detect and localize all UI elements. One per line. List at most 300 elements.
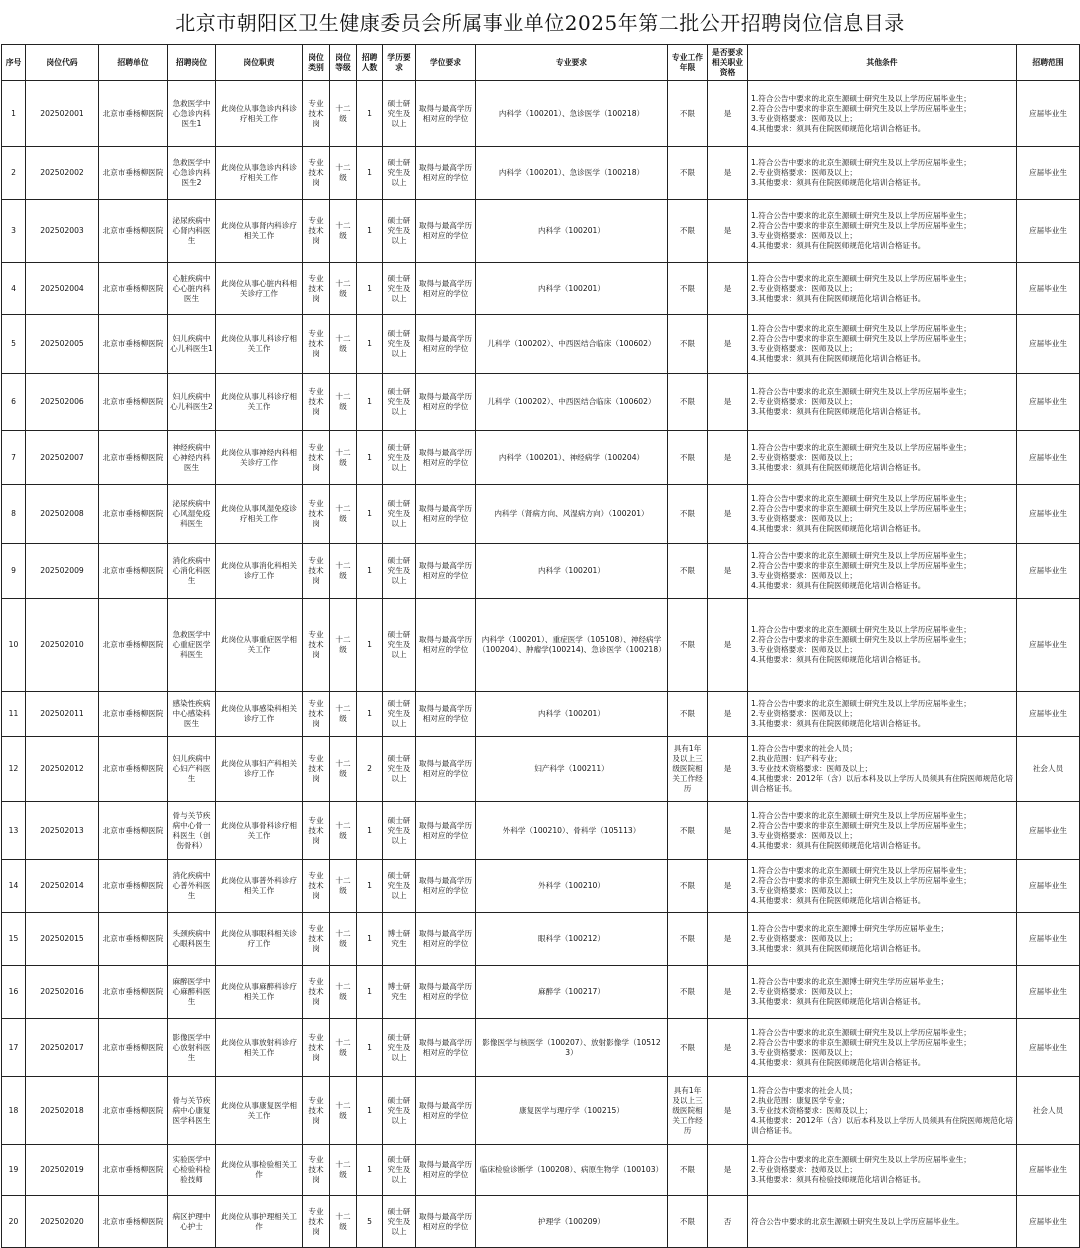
other-conditions: 1.符合公告中要求的北京生源硕士研究生及以上学历应届毕业生； 2.符合公告中要求的非京生源硕士研究生及以上学历应届毕业生； 3.专业资格要求：医师及以上； 4.其他要求：须具有住院医师规范化培训合格证书。 (748, 315, 1017, 374)
recruitment-scope: 应届毕业生 (1017, 431, 1080, 485)
table-row (2, 485, 1080, 544)
degree-requirement: 取得与最高学历相对应的学位 (416, 966, 476, 1019)
major-requirement: 内科学（100201）、神经病学（100204） (476, 431, 668, 485)
table-row (2, 147, 1080, 200)
header-cell: 学历要求 (383, 45, 416, 81)
major-requirement: 影像医学与核医学（100207）、放射影像学（105123） (476, 1019, 668, 1077)
hiring-unit: 北京市垂杨柳医院 (99, 374, 168, 431)
job-duty: 此岗位从事心脏内科相关诊疗工作 (216, 263, 303, 315)
education-requirement: 硕士研究生及以上 (383, 1145, 416, 1196)
recruitment-scope: 应届毕业生 (1017, 81, 1080, 147)
major-requirement: 内科学（肾病方向、风湿病方向）（100201） (476, 485, 668, 544)
position-code: 202502004 (26, 263, 99, 315)
recruitment-scope: 应届毕业生 (1017, 860, 1080, 913)
job-level: 十二级 (330, 431, 357, 485)
job-category: 专业技术岗 (303, 263, 330, 315)
major-requirement: 内科学（100201） (476, 692, 668, 737)
work-years: 不限 (668, 431, 708, 485)
job-duty: 此岗位从事感染科相关诊疗工作 (216, 692, 303, 737)
job-level: 十二级 (330, 147, 357, 200)
recruitment-scope: 应届毕业生 (1017, 913, 1080, 966)
row-number: 4 (2, 263, 26, 315)
work-years: 不限 (668, 544, 708, 599)
position-code: 202502005 (26, 315, 99, 374)
job-level: 十二级 (330, 81, 357, 147)
certificate-required: 是 (708, 147, 748, 200)
hiring-unit: 北京市垂杨柳医院 (99, 966, 168, 1019)
certificate-required: 是 (708, 431, 748, 485)
job-level: 十二级 (330, 263, 357, 315)
recruitment-scope: 社会人员 (1017, 1077, 1080, 1145)
certificate-required: 是 (708, 737, 748, 802)
work-years: 不限 (668, 913, 708, 966)
education-requirement: 硕士研究生及以上 (383, 860, 416, 913)
position-name: 实验医学中心检验科检验技师 (168, 1145, 216, 1196)
hiring-unit: 北京市垂杨柳医院 (99, 431, 168, 485)
recruitment-scope: 应届毕业生 (1017, 966, 1080, 1019)
job-duty: 此岗位从事康复医学相关工作 (216, 1077, 303, 1145)
job-category: 专业技术岗 (303, 913, 330, 966)
row-number: 13 (2, 802, 26, 860)
recruitment-scope: 应届毕业生 (1017, 544, 1080, 599)
other-conditions: 1.符合公告中要求的社会人员； 2.执业范围：康复医学专业； 3.专业技术资格要求：医师及以上； 4.其他要求：2012年（含）以后本科及以上学历人员须具有住院医师规范化培训合格证书。 (748, 1077, 1017, 1145)
major-requirement: 内科学（100201）、急诊医学（100218） (476, 81, 668, 147)
job-level: 十二级 (330, 200, 357, 263)
hire-count: 1 (357, 1145, 383, 1196)
position-code: 202502012 (26, 737, 99, 802)
work-years: 具有1年及以上三级医院相关工作经历 (668, 737, 708, 802)
position-code: 202502003 (26, 200, 99, 263)
hire-count: 1 (357, 200, 383, 263)
certificate-required: 是 (708, 966, 748, 1019)
job-duty: 此岗位从事肾内科诊疗相关工作 (216, 200, 303, 263)
degree-requirement: 取得与最高学历相对应的学位 (416, 737, 476, 802)
hiring-unit: 北京市垂杨柳医院 (99, 81, 168, 147)
table-row (2, 913, 1080, 966)
header-cell: 学位要求 (416, 45, 476, 81)
job-category: 专业技术岗 (303, 431, 330, 485)
header-cell: 是否要求相关职业资格 (708, 45, 748, 81)
header-cell: 岗位职责 (216, 45, 303, 81)
degree-requirement: 取得与最高学历相对应的学位 (416, 1145, 476, 1196)
header-cell: 招聘岗位 (168, 45, 216, 81)
job-duty: 此岗位从事普外科诊疗相关工作 (216, 860, 303, 913)
job-duty: 此岗位从事风湿免疫诊疗相关工作 (216, 485, 303, 544)
header-cell: 专业工作年限 (668, 45, 708, 81)
job-level: 十二级 (330, 1019, 357, 1077)
row-number: 7 (2, 431, 26, 485)
education-requirement: 硕士研究生及以上 (383, 544, 416, 599)
position-code: 202502002 (26, 147, 99, 200)
job-category: 专业技术岗 (303, 485, 330, 544)
header-cell: 岗位类别 (303, 45, 330, 81)
job-category: 专业技术岗 (303, 737, 330, 802)
work-years: 不限 (668, 1019, 708, 1077)
major-requirement: 妇产科学（100211） (476, 737, 668, 802)
table-row (2, 802, 1080, 860)
work-years: 不限 (668, 860, 708, 913)
job-level: 十二级 (330, 315, 357, 374)
position-code: 202502001 (26, 81, 99, 147)
position-name: 急救医学中心急诊内科医生1 (168, 81, 216, 147)
job-category: 专业技术岗 (303, 966, 330, 1019)
work-years: 具有1年及以上三级医院相关工作经历 (668, 1077, 708, 1145)
degree-requirement: 取得与最高学历相对应的学位 (416, 913, 476, 966)
table-row (2, 263, 1080, 315)
row-number: 14 (2, 860, 26, 913)
position-code: 202502007 (26, 431, 99, 485)
job-category: 专业技术岗 (303, 200, 330, 263)
position-name: 妇儿疾病中心儿科医生1 (168, 315, 216, 374)
major-requirement: 麻醉学（100217） (476, 966, 668, 1019)
table-row (2, 315, 1080, 374)
position-name: 消化疾病中心普外科医生 (168, 860, 216, 913)
hire-count: 1 (357, 1077, 383, 1145)
position-name: 泌尿疾病中心肾内科医生 (168, 200, 216, 263)
job-duty: 此岗位从事检验相关工作 (216, 1145, 303, 1196)
job-duty: 此岗位从事儿科诊疗相关工作 (216, 374, 303, 431)
table-row (2, 1145, 1080, 1196)
degree-requirement: 取得与最高学历相对应的学位 (416, 315, 476, 374)
education-requirement: 硕士研究生及以上 (383, 374, 416, 431)
job-duty: 此岗位从事急诊内科诊疗相关工作 (216, 81, 303, 147)
table-row (2, 966, 1080, 1019)
job-category: 专业技术岗 (303, 544, 330, 599)
position-name: 泌尿疾病中心风湿免疫科医生 (168, 485, 216, 544)
education-requirement: 硕士研究生及以上 (383, 263, 416, 315)
table-row (2, 544, 1080, 599)
other-conditions: 1.符合公告中要求的北京生源硕士研究生及以上学历应届毕业生； 2.符合公告中要求的非京生源硕士研究生及以上学历应届毕业生； 3.专业资格要求：医师及以上； 4.其他要求：须具有住院医师规范化培训合格证书。 (748, 544, 1017, 599)
position-name: 急救医学中心重症医学科医生 (168, 599, 216, 692)
other-conditions: 1.符合公告中要求的北京生源硕士研究生及以上学历应届毕业生； 2.专业资格要求：医师及以上； 3.其他要求：须具有住院医师规范化培训合格证书。 (748, 374, 1017, 431)
degree-requirement: 取得与最高学历相对应的学位 (416, 147, 476, 200)
degree-requirement: 取得与最高学历相对应的学位 (416, 599, 476, 692)
work-years: 不限 (668, 802, 708, 860)
hiring-unit: 北京市垂杨柳医院 (99, 1019, 168, 1077)
position-name: 病区护理中心护士 (168, 1196, 216, 1248)
recruitment-scope: 应届毕业生 (1017, 374, 1080, 431)
row-number: 18 (2, 1077, 26, 1145)
table-row (2, 860, 1080, 913)
hiring-unit: 北京市垂杨柳医院 (99, 315, 168, 374)
job-duty: 此岗位从事眼科相关诊疗工作 (216, 913, 303, 966)
job-duty: 此岗位从事重症医学相关工作 (216, 599, 303, 692)
degree-requirement: 取得与最高学历相对应的学位 (416, 431, 476, 485)
other-conditions: 1.符合公告中要求的北京生源硕士研究生及以上学历应届毕业生； 2.符合公告中要求的非京生源硕士研究生及以上学历应届毕业生； 3.专业资格要求：医师及以上； 4.其他要求：须具有住院医师规范化培训合格证书。 (748, 860, 1017, 913)
hire-count: 1 (357, 860, 383, 913)
position-name: 麻醉医学中心麻醉科医生 (168, 966, 216, 1019)
job-duty: 此岗位从事消化科相关诊疗工作 (216, 544, 303, 599)
hiring-unit: 北京市垂杨柳医院 (99, 599, 168, 692)
education-requirement: 硕士研究生及以上 (383, 1196, 416, 1248)
education-requirement: 硕士研究生及以上 (383, 200, 416, 263)
work-years: 不限 (668, 1145, 708, 1196)
job-duty: 此岗位从事急诊内科诊疗相关工作 (216, 147, 303, 200)
major-requirement: 内科学（100201）、重症医学（105108）、神经病学（100204）、肿瘤学(100214)、急诊医学（100218） (476, 599, 668, 692)
row-number: 3 (2, 200, 26, 263)
job-level: 十二级 (330, 692, 357, 737)
recruitment-scope: 应届毕业生 (1017, 1145, 1080, 1196)
certificate-required: 是 (708, 315, 748, 374)
hire-count: 1 (357, 1019, 383, 1077)
job-category: 专业技术岗 (303, 1196, 330, 1248)
table-row (2, 599, 1080, 692)
major-requirement: 内科学（100201） (476, 200, 668, 263)
job-level: 十二级 (330, 374, 357, 431)
job-category: 专业技术岗 (303, 315, 330, 374)
job-duty: 此岗位从事麻醉科诊疗相关工作 (216, 966, 303, 1019)
hire-count: 1 (357, 485, 383, 544)
hiring-unit: 北京市垂杨柳医院 (99, 485, 168, 544)
education-requirement: 硕士研究生及以上 (383, 599, 416, 692)
degree-requirement: 取得与最高学历相对应的学位 (416, 200, 476, 263)
job-category: 专业技术岗 (303, 374, 330, 431)
row-number: 10 (2, 599, 26, 692)
major-requirement: 护理学（100209） (476, 1196, 668, 1248)
certificate-required: 是 (708, 1077, 748, 1145)
position-name: 头颈疾病中心眼科医生 (168, 913, 216, 966)
position-name: 影像医学中心放射科医生 (168, 1019, 216, 1077)
job-level: 十二级 (330, 1077, 357, 1145)
job-level: 十二级 (330, 544, 357, 599)
hiring-unit: 北京市垂杨柳医院 (99, 913, 168, 966)
degree-requirement: 取得与最高学历相对应的学位 (416, 1077, 476, 1145)
header-cell: 招聘范围 (1017, 45, 1080, 81)
work-years: 不限 (668, 315, 708, 374)
hiring-unit: 北京市垂杨柳医院 (99, 860, 168, 913)
position-name: 感染性疾病中心感染科医生 (168, 692, 216, 737)
job-category: 专业技术岗 (303, 147, 330, 200)
position-code: 202502015 (26, 913, 99, 966)
degree-requirement: 取得与最高学历相对应的学位 (416, 374, 476, 431)
certificate-required: 是 (708, 200, 748, 263)
major-requirement: 内科学（100201） (476, 263, 668, 315)
job-category: 专业技术岗 (303, 802, 330, 860)
hiring-unit: 北京市垂杨柳医院 (99, 147, 168, 200)
recruitment-scope: 应届毕业生 (1017, 200, 1080, 263)
hire-count: 1 (357, 802, 383, 860)
row-number: 15 (2, 913, 26, 966)
major-requirement: 儿科学（100202）、中西医结合临床（100602） (476, 374, 668, 431)
other-conditions: 符合公告中要求的北京生源硕士研究生及以上学历应届毕业生。 (748, 1196, 1017, 1248)
degree-requirement: 取得与最高学历相对应的学位 (416, 692, 476, 737)
certificate-required: 是 (708, 913, 748, 966)
job-category: 专业技术岗 (303, 692, 330, 737)
recruitment-scope: 应届毕业生 (1017, 315, 1080, 374)
education-requirement: 博士研究生 (383, 966, 416, 1019)
job-level: 十二级 (330, 1145, 357, 1196)
row-number: 12 (2, 737, 26, 802)
position-code: 202502006 (26, 374, 99, 431)
job-level: 十二级 (330, 966, 357, 1019)
hire-count: 1 (357, 81, 383, 147)
row-number: 5 (2, 315, 26, 374)
position-code: 202502011 (26, 692, 99, 737)
other-conditions: 1.符合公告中要求的北京生源硕士研究生及以上学历应届毕业生； 2.符合公告中要求的非京生源硕士研究生及以上学历应届毕业生； 3.专业资格要求：医师及以上； 4.其他要求：须具有住院医师规范化培训合格证书。 (748, 802, 1017, 860)
position-name: 急救医学中心急诊内科医生2 (168, 147, 216, 200)
row-number: 6 (2, 374, 26, 431)
hiring-unit: 北京市垂杨柳医院 (99, 200, 168, 263)
job-level: 十二级 (330, 1196, 357, 1248)
position-name: 妇儿疾病中心儿科医生2 (168, 374, 216, 431)
education-requirement: 硕士研究生及以上 (383, 737, 416, 802)
major-requirement: 眼科学（100212） (476, 913, 668, 966)
work-years: 不限 (668, 692, 708, 737)
job-duty: 此岗位从事放射科诊疗相关工作 (216, 1019, 303, 1077)
work-years: 不限 (668, 200, 708, 263)
job-category: 专业技术岗 (303, 1077, 330, 1145)
row-number: 2 (2, 147, 26, 200)
degree-requirement: 取得与最高学历相对应的学位 (416, 860, 476, 913)
row-number: 8 (2, 485, 26, 544)
row-number: 11 (2, 692, 26, 737)
hire-count: 1 (357, 913, 383, 966)
job-category: 专业技术岗 (303, 860, 330, 913)
hiring-unit: 北京市垂杨柳医院 (99, 1196, 168, 1248)
hiring-unit: 北京市垂杨柳医院 (99, 1145, 168, 1196)
row-number: 9 (2, 544, 26, 599)
row-number: 1 (2, 81, 26, 147)
recruitment-scope: 应届毕业生 (1017, 692, 1080, 737)
degree-requirement: 取得与最高学历相对应的学位 (416, 81, 476, 147)
major-requirement: 儿科学（100202）、中西医结合临床（100602） (476, 315, 668, 374)
job-table (1, 44, 1080, 1248)
hire-count: 1 (357, 599, 383, 692)
certificate-required: 是 (708, 544, 748, 599)
position-name: 神经疾病中心神经内科医生 (168, 431, 216, 485)
table-row (2, 1077, 1080, 1145)
page-title: 北京市朝阳区卫生健康委员会所属事业单位2025年第二批公开招聘岗位信息目录 (175, 11, 905, 35)
table-row (2, 374, 1080, 431)
other-conditions: 1.符合公告中要求的北京生源硕士研究生及以上学历应届毕业生； 2.专业资格要求：医师及以上； 3.其他要求：须具有住院医师规范化培训合格证书。 (748, 147, 1017, 200)
other-conditions: 1.符合公告中要求的北京生源硕士研究生及以上学历应届毕业生； 2.专业资格要求：医师及以上； 3.其他要求：须具有住院医师规范化培训合格证书。 (748, 431, 1017, 485)
major-requirement: 康复医学与理疗学（100215） (476, 1077, 668, 1145)
hire-count: 1 (357, 315, 383, 374)
major-requirement: 内科学（100201）、急诊医学（100218） (476, 147, 668, 200)
education-requirement: 硕士研究生及以上 (383, 147, 416, 200)
other-conditions: 1.符合公告中要求的北京生源硕士研究生及以上学历应届毕业生； 2.符合公告中要求的非京生源硕士研究生及以上学历应届毕业生； 3.专业资格要求：医师及以上； 4.其他要求：须具有住院医师规范化培训合格证书。 (748, 81, 1017, 147)
header-cell: 岗位等级 (330, 45, 357, 81)
job-category: 专业技术岗 (303, 599, 330, 692)
job-duty: 此岗位从事儿科诊疗相关工作 (216, 315, 303, 374)
education-requirement: 博士研究生 (383, 913, 416, 966)
certificate-required: 是 (708, 599, 748, 692)
other-conditions: 1.符合公告中要求的北京生源硕士研究生及以上学历应届毕业生； 2.专业资格要求：医师及以上； 3.其他要求：须具有住院医师规范化培训合格证书。 (748, 263, 1017, 315)
recruitment-scope: 应届毕业生 (1017, 599, 1080, 692)
position-code: 202502018 (26, 1077, 99, 1145)
degree-requirement: 取得与最高学历相对应的学位 (416, 1019, 476, 1077)
header-cell: 其他条件 (748, 45, 1017, 81)
hire-count: 1 (357, 692, 383, 737)
job-level: 十二级 (330, 860, 357, 913)
table-row (2, 692, 1080, 737)
work-years: 不限 (668, 966, 708, 1019)
position-code: 202502010 (26, 599, 99, 692)
education-requirement: 硕士研究生及以上 (383, 1019, 416, 1077)
row-number: 20 (2, 1196, 26, 1248)
hiring-unit: 北京市垂杨柳医院 (99, 1077, 168, 1145)
hiring-unit: 北京市垂杨柳医院 (99, 544, 168, 599)
certificate-required: 是 (708, 263, 748, 315)
other-conditions: 1.符合公告中要求的北京生源硕士研究生及以上学历应届毕业生； 2.符合公告中要求的非京生源硕士研究生及以上学历应届毕业生； 3.专业资格要求：医师及以上； 4.其他要求：须具有住院医师规范化培训合格证书。 (748, 1019, 1017, 1077)
position-code: 202502017 (26, 1019, 99, 1077)
recruitment-scope: 应届毕业生 (1017, 1196, 1080, 1248)
job-category: 专业技术岗 (303, 1019, 330, 1077)
table-row (2, 431, 1080, 485)
education-requirement: 硕士研究生及以上 (383, 802, 416, 860)
row-number: 19 (2, 1145, 26, 1196)
position-code: 202502014 (26, 860, 99, 913)
other-conditions: 1.符合公告中要求的社会人员； 2.执业范围：妇产科专业； 3.专业技术资格要求：医师及以上； 4.其他要求：2012年（含）以后本科及以上学历人员须具有住院医师规范化培训合格证书。 (748, 737, 1017, 802)
position-name: 妇儿疾病中心妇产科医生 (168, 737, 216, 802)
education-requirement: 硕士研究生及以上 (383, 315, 416, 374)
job-level: 十二级 (330, 802, 357, 860)
other-conditions: 1.符合公告中要求的北京生源硕士研究生及以上学历应届毕业生； 2.符合公告中要求的非京生源硕士研究生及以上学历应届毕业生； 3.专业资格要求：医师及以上； 4.其他要求：须具有住院医师规范化培训合格证书。 (748, 485, 1017, 544)
position-code: 202502008 (26, 485, 99, 544)
recruitment-scope: 社会人员 (1017, 737, 1080, 802)
certificate-required: 是 (708, 374, 748, 431)
hiring-unit: 北京市垂杨柳医院 (99, 692, 168, 737)
work-years: 不限 (668, 81, 708, 147)
header-cell: 专业要求 (476, 45, 668, 81)
recruitment-scope: 应届毕业生 (1017, 147, 1080, 200)
position-code: 202502009 (26, 544, 99, 599)
certificate-required: 是 (708, 1019, 748, 1077)
recruitment-scope: 应届毕业生 (1017, 263, 1080, 315)
major-requirement: 内科学（100201） (476, 544, 668, 599)
header-cell: 招聘人数 (357, 45, 383, 81)
major-requirement: 外科学（100210）、骨科学（105113） (476, 802, 668, 860)
row-number: 17 (2, 1019, 26, 1077)
header-cell: 岗位代码 (26, 45, 99, 81)
header-cell: 序号 (2, 45, 26, 81)
certificate-required: 是 (708, 692, 748, 737)
header-cell: 招聘单位 (99, 45, 168, 81)
education-requirement: 硕士研究生及以上 (383, 1077, 416, 1145)
work-years: 不限 (668, 599, 708, 692)
hire-count: 1 (357, 374, 383, 431)
education-requirement: 硕士研究生及以上 (383, 692, 416, 737)
hire-count: 1 (357, 263, 383, 315)
position-code: 202502013 (26, 802, 99, 860)
recruitment-scope: 应届毕业生 (1017, 1019, 1080, 1077)
degree-requirement: 取得与最高学历相对应的学位 (416, 1196, 476, 1248)
table-row (2, 737, 1080, 802)
table-row (2, 1196, 1080, 1248)
education-requirement: 硕士研究生及以上 (383, 81, 416, 147)
hire-count: 1 (357, 431, 383, 485)
table-row (2, 200, 1080, 263)
degree-requirement: 取得与最高学历相对应的学位 (416, 485, 476, 544)
other-conditions: 1.符合公告中要求的北京生源硕士研究生及以上学历应届毕业生； 2.符合公告中要求的非京生源硕士研究生及以上学历应届毕业生； 3.专业资格要求：医师及以上； 4.其他要求：须具有住院医师规范化培训合格证书。 (748, 200, 1017, 263)
position-name: 心脏疾病中心心脏内科医生 (168, 263, 216, 315)
job-level: 十二级 (330, 737, 357, 802)
education-requirement: 硕士研究生及以上 (383, 431, 416, 485)
degree-requirement: 取得与最高学历相对应的学位 (416, 544, 476, 599)
certificate-required: 是 (708, 485, 748, 544)
job-duty: 此岗位从事骨科诊疗相关工作 (216, 802, 303, 860)
job-level: 十二级 (330, 913, 357, 966)
hiring-unit: 北京市垂杨柳医院 (99, 737, 168, 802)
other-conditions: 1.符合公告中要求的北京生源硕士研究生及以上学历应届毕业生； 2.专业资格要求：医师及以上； 3.其他要求：须具有住院医师规范化培训合格证书。 (748, 692, 1017, 737)
job-duty: 此岗位从事妇产科相关诊疗工作 (216, 737, 303, 802)
degree-requirement: 取得与最高学历相对应的学位 (416, 263, 476, 315)
education-requirement: 硕士研究生及以上 (383, 485, 416, 544)
table-row (2, 81, 1080, 147)
other-conditions: 1.符合公告中要求的北京生源硕士研究生及以上学历应届毕业生； 2.专业资格要求：技师及以上； 3.其他要求：须具有检验技师规范化培训合格证书。 (748, 1145, 1017, 1196)
degree-requirement: 取得与最高学历相对应的学位 (416, 802, 476, 860)
hire-count: 2 (357, 737, 383, 802)
